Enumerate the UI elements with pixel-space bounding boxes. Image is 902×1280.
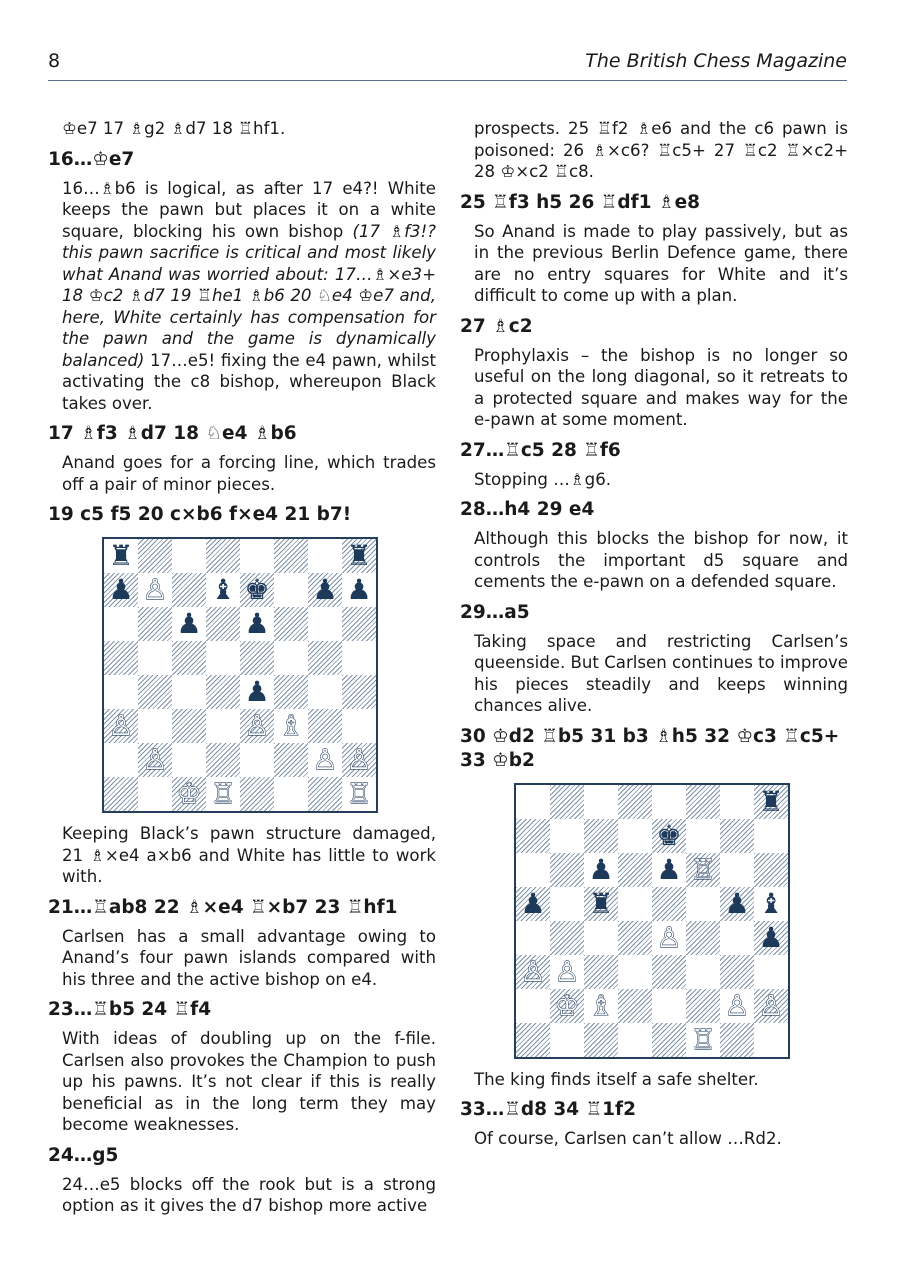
chess-piece: ♖ — [690, 852, 716, 886]
annotation-paragraph: With ideas of doubling up on the f-file. Carlsen also provokes the Champion to push up his pawns. It’s not clear if this is really beneficial as in the long term they may become weaknesses. — [62, 1029, 436, 1134]
square-e5 — [240, 641, 274, 675]
square-h5 — [754, 887, 788, 921]
chess-piece: ♙ — [142, 743, 168, 776]
chess-piece: ♟ — [176, 607, 202, 640]
square-g2 — [720, 989, 754, 1023]
square-b5 — [550, 887, 584, 921]
chess-piece: ♟ — [108, 573, 134, 606]
square-f7 — [274, 573, 308, 607]
square-f6 — [686, 853, 720, 887]
square-f4 — [274, 675, 308, 709]
right-column — [460, 118, 848, 1158]
chess-piece: ♙ — [724, 988, 750, 1022]
square-c5 — [172, 641, 206, 675]
square-c1 — [584, 1023, 618, 1057]
square-c8 — [584, 785, 618, 819]
square-g7 — [720, 819, 754, 853]
square-b6 — [550, 853, 584, 887]
move-heading: 23…♖b5 24 ♖f4 — [48, 999, 212, 1020]
square-d2 — [618, 989, 652, 1023]
annotation-paragraph: Stopping …♗g6. — [474, 469, 612, 489]
square-g4 — [720, 921, 754, 955]
annotation-paragraph — [62, 178, 436, 415]
chess-piece: ♟ — [312, 573, 338, 606]
page-header — [48, 48, 847, 81]
square-f5 — [686, 887, 720, 921]
square-a2 — [516, 989, 550, 1023]
chess-piece: ♔ — [176, 777, 202, 810]
square-h5 — [342, 641, 376, 675]
square-b1 — [550, 1023, 584, 1057]
running-title: The British Chess Magazine — [585, 50, 847, 72]
annotation-text: 16…♗b6 is logical, as after 17 e4?! White keeps the pawn but places it on a white square, blocking his own bishop — [62, 178, 436, 241]
square-g1 — [308, 777, 342, 811]
square-f1 — [274, 777, 308, 811]
move-heading: 28…h4 29 e4 — [460, 499, 595, 520]
chess-piece: ♗ — [278, 709, 304, 742]
square-h1 — [754, 1023, 788, 1057]
square-a6 — [516, 853, 550, 887]
square-e2 — [240, 743, 274, 777]
chess-piece: ♙ — [758, 988, 784, 1022]
square-h1 — [342, 777, 376, 811]
square-c8 — [172, 539, 206, 573]
square-g1 — [720, 1023, 754, 1057]
square-a6 — [104, 607, 138, 641]
chess-piece: ♟ — [346, 573, 372, 606]
square-h6 — [754, 853, 788, 887]
square-g8 — [308, 539, 342, 573]
square-a4 — [104, 675, 138, 709]
annotation-text: 17…e5! fixing the e4 pawn, whilst activating the c8 bishop, whereupon Black takes over. — [62, 350, 436, 413]
square-d7 — [618, 819, 652, 853]
annotation-variation: (17 ♗f3!? this pawn sacrifice is critical and most likely what Anand was worried about: 17…♗×e3+ 18 ♔c2 ♗d7 19 ♖he1 ♗b6 20 ♘e4 ♔e7 and, here, White certainly has compensation for the pawn and the game is dynamically balanced) — [62, 221, 436, 370]
square-c3 — [584, 955, 618, 989]
square-h8 — [342, 539, 376, 573]
square-g3 — [720, 955, 754, 989]
chess-piece: ♔ — [554, 988, 580, 1022]
square-a1 — [516, 1023, 550, 1057]
move-heading: 19 c5 f5 20 c×b6 f×e4 21 b7! — [48, 504, 352, 525]
chess-piece: ♜ — [346, 539, 372, 572]
move-heading: 25 ♖f3 h5 26 ♖df1 ♗e8 — [460, 191, 700, 213]
chess-piece: ♖ — [690, 1022, 716, 1056]
square-c1 — [172, 777, 206, 811]
chess-piece: ♟ — [588, 852, 614, 886]
chess-diagram-2 — [514, 783, 848, 1059]
square-d6 — [206, 607, 240, 641]
square-b3 — [550, 955, 584, 989]
chess-piece: ♙ — [312, 743, 338, 776]
chess-board — [102, 537, 378, 813]
square-f7 — [686, 819, 720, 853]
square-e2 — [652, 989, 686, 1023]
chess-piece: ♚ — [656, 818, 682, 852]
annotation-paragraph: Carlsen has a small advantage owing to Anand’s four pawn islands compared with his three and the active bishop on e4. — [62, 926, 436, 989]
square-c3 — [172, 709, 206, 743]
square-h2 — [754, 989, 788, 1023]
square-a7 — [516, 819, 550, 853]
square-a8 — [516, 785, 550, 819]
square-b3 — [138, 709, 172, 743]
move-heading: 21…♖ab8 22 ♗×e4 ♖×b7 23 ♖hf1 — [48, 896, 398, 918]
square-c6 — [584, 853, 618, 887]
annotation-paragraph: The king finds itself a safe shelter. — [474, 1069, 759, 1089]
square-e1 — [652, 1023, 686, 1057]
square-d1 — [206, 777, 240, 811]
square-f8 — [686, 785, 720, 819]
square-c7 — [584, 819, 618, 853]
chess-piece: ♚ — [244, 573, 270, 606]
annotation-paragraph: prospects. 25 ♖f2 ♗e6 and the c6 pawn is poisoned: 26 ♗×c6? ♖c5+ 27 ♖c2 ♖×c2+ 28 ♔×c2 ♖c8. — [474, 119, 848, 181]
square-e7 — [240, 573, 274, 607]
square-d2 — [206, 743, 240, 777]
square-f3 — [274, 709, 308, 743]
square-c4 — [172, 675, 206, 709]
square-g5 — [720, 887, 754, 921]
square-g8 — [720, 785, 754, 819]
square-b6 — [138, 607, 172, 641]
annotation-paragraph: 24…e5 blocks off the rook but is a strong option as it gives the d7 bishop more active — [62, 1174, 436, 1215]
annotation-paragraph: Taking space and restricting Carlsen’s queenside. But Carlsen continues to improve his pieces steadily and keeps winning chances alive. — [474, 631, 848, 715]
move-heading: 17 ♗f3 ♗d7 18 ♘e4 ♗b6 — [48, 423, 297, 444]
square-c2 — [584, 989, 618, 1023]
square-d5 — [618, 887, 652, 921]
move-heading: 27 ♗c2 — [460, 315, 533, 337]
square-h7 — [754, 819, 788, 853]
square-d4 — [206, 675, 240, 709]
move-heading: 29…a5 — [460, 601, 530, 623]
square-d8 — [206, 539, 240, 573]
chess-piece: ♝ — [210, 573, 236, 606]
move-heading: 24…g5 — [48, 1144, 119, 1166]
square-c7 — [172, 573, 206, 607]
chess-board — [514, 783, 790, 1059]
square-h6 — [342, 607, 376, 641]
chess-diagram-1 — [102, 537, 436, 813]
square-e1 — [240, 777, 274, 811]
square-a3 — [516, 955, 550, 989]
square-g6 — [720, 853, 754, 887]
square-b8 — [550, 785, 584, 819]
square-b7 — [550, 819, 584, 853]
square-b2 — [550, 989, 584, 1023]
square-a2 — [104, 743, 138, 777]
square-b8 — [138, 539, 172, 573]
square-f8 — [274, 539, 308, 573]
square-a3 — [104, 709, 138, 743]
square-f6 — [274, 607, 308, 641]
square-d1 — [618, 1023, 652, 1057]
square-e3 — [240, 709, 274, 743]
square-c2 — [172, 743, 206, 777]
square-g5 — [308, 641, 342, 675]
page-number: 8 — [48, 50, 61, 72]
square-e4 — [240, 675, 274, 709]
square-g3 — [308, 709, 342, 743]
square-b4 — [550, 921, 584, 955]
chess-piece: ♜ — [758, 784, 784, 818]
square-f3 — [686, 955, 720, 989]
chess-piece: ♜ — [108, 539, 134, 572]
square-b2 — [138, 743, 172, 777]
square-h3 — [754, 955, 788, 989]
square-e4 — [652, 921, 686, 955]
square-e6 — [240, 607, 274, 641]
square-a7 — [104, 573, 138, 607]
chess-piece: ♜ — [588, 886, 614, 920]
square-e6 — [652, 853, 686, 887]
chess-piece: ♟ — [758, 920, 784, 954]
square-g7 — [308, 573, 342, 607]
chess-piece: ♝ — [758, 886, 784, 920]
square-f2 — [274, 743, 308, 777]
square-d4 — [618, 921, 652, 955]
square-b5 — [138, 641, 172, 675]
square-e3 — [652, 955, 686, 989]
square-b1 — [138, 777, 172, 811]
square-h2 — [342, 743, 376, 777]
square-a5 — [516, 887, 550, 921]
move-heading: 33…♖d8 34 ♖1f2 — [460, 1099, 636, 1120]
chess-piece: ♙ — [346, 743, 372, 776]
square-g4 — [308, 675, 342, 709]
chess-piece: ♟ — [724, 886, 750, 920]
square-c4 — [584, 921, 618, 955]
square-e5 — [652, 887, 686, 921]
square-e7 — [652, 819, 686, 853]
square-f4 — [686, 921, 720, 955]
annotation-paragraph: Although this blocks the bishop for now, it controls the important d5 square and cements the e-pawn on a defended square. — [474, 529, 848, 591]
square-g6 — [308, 607, 342, 641]
chess-piece: ♟ — [244, 675, 270, 708]
chess-piece: ♙ — [142, 573, 168, 606]
square-c6 — [172, 607, 206, 641]
intro-moves: ♔e7 17 ♗g2 ♗d7 18 ♖hf1. — [62, 119, 286, 138]
move-heading: 27…♖c5 28 ♖f6 — [460, 439, 621, 461]
chess-piece: ♗ — [588, 988, 614, 1022]
chess-piece: ♙ — [520, 954, 546, 988]
square-h7 — [342, 573, 376, 607]
annotation-paragraph: Anand goes for a forcing line, which trades off a pair of minor pieces. — [62, 453, 436, 494]
square-a1 — [104, 777, 138, 811]
square-a4 — [516, 921, 550, 955]
chess-piece: ♖ — [346, 777, 372, 810]
square-h4 — [754, 921, 788, 955]
square-b7 — [138, 573, 172, 607]
square-d5 — [206, 641, 240, 675]
square-f5 — [274, 641, 308, 675]
chess-piece: ♙ — [244, 709, 270, 742]
annotation-paragraph: So Anand is made to play passively, but as in the previous Berlin Defence game, there are no entry squares for White and it’s difficult to come up with a plan. — [474, 221, 848, 305]
square-c5 — [584, 887, 618, 921]
square-h8 — [754, 785, 788, 819]
chess-piece: ♟ — [520, 886, 546, 920]
square-h3 — [342, 709, 376, 743]
square-d8 — [618, 785, 652, 819]
square-d3 — [206, 709, 240, 743]
square-h4 — [342, 675, 376, 709]
square-a8 — [104, 539, 138, 573]
square-g2 — [308, 743, 342, 777]
square-e8 — [652, 785, 686, 819]
annotation-paragraph: Keeping Black’s pawn structure damaged, 21 ♗×e4 a×b6 and White has little to work with. — [62, 824, 436, 886]
square-d7 — [206, 573, 240, 607]
square-f2 — [686, 989, 720, 1023]
square-e8 — [240, 539, 274, 573]
chess-piece: ♟ — [244, 607, 270, 640]
chess-piece: ♖ — [210, 777, 236, 810]
square-d6 — [618, 853, 652, 887]
square-f1 — [686, 1023, 720, 1057]
move-heading: 16…♔e7 — [48, 148, 135, 170]
chess-piece: ♙ — [656, 920, 682, 954]
left-column — [48, 118, 436, 1225]
annotation-paragraph: Prophylaxis – the bishop is no longer so useful on the long diagonal, so it retreats to a protected square and makes way for the e-pawn at some moment. — [474, 345, 848, 429]
chess-piece: ♙ — [108, 709, 134, 742]
square-b4 — [138, 675, 172, 709]
annotation-paragraph: Of course, Carlsen can’t allow …Rd2. — [474, 1129, 782, 1148]
chess-piece: ♙ — [554, 954, 580, 988]
square-a5 — [104, 641, 138, 675]
square-d3 — [618, 955, 652, 989]
move-heading: 30 ♔d2 ♖b5 31 b3 ♗h5 32 ♔c3 ♖c5+ 33 ♔b2 — [460, 725, 840, 771]
chess-piece: ♟ — [656, 852, 682, 886]
